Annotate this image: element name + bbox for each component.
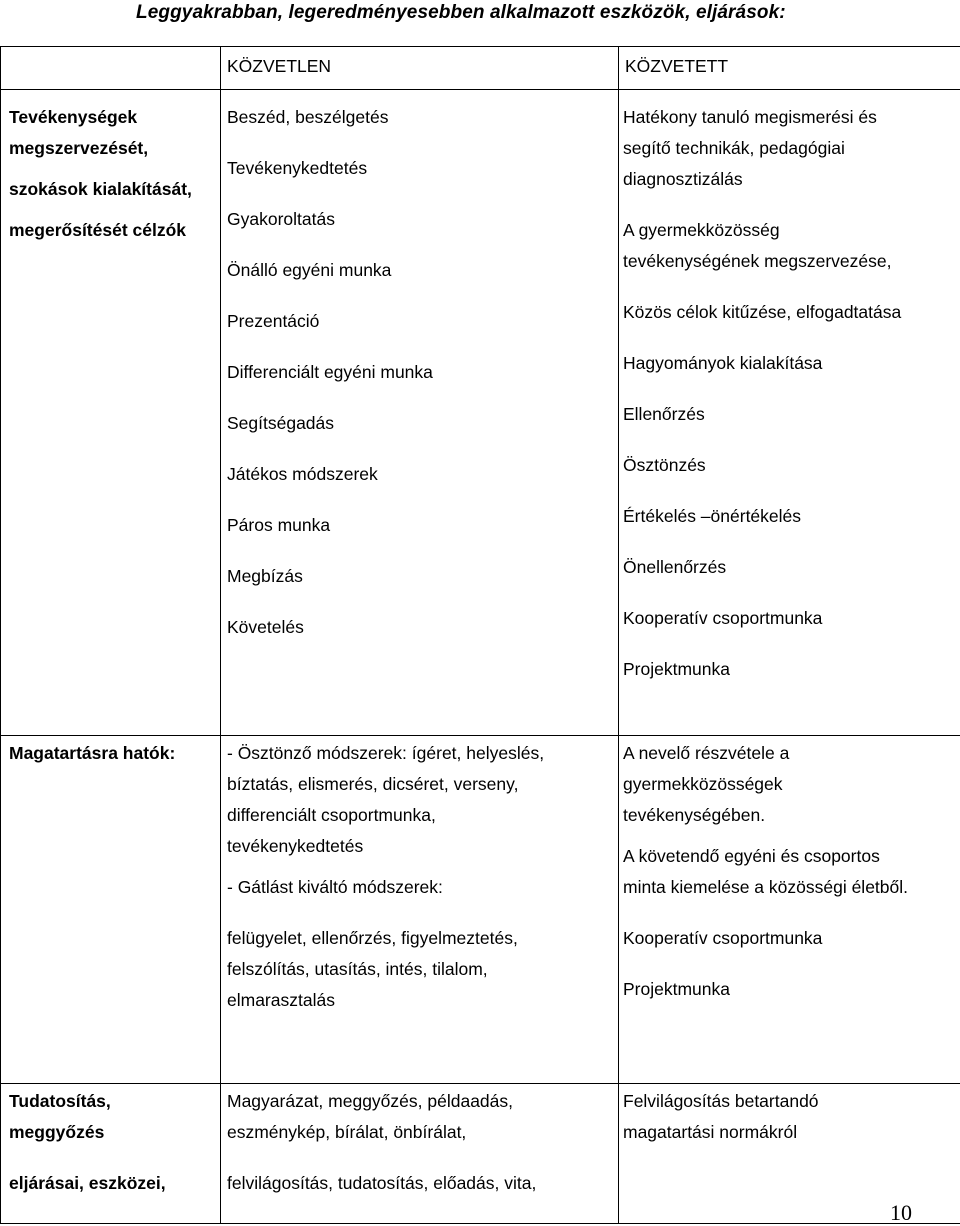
text-line: Értékelés –önértékelés: [623, 501, 960, 532]
text-line: Közös célok kitűzése, elfogadtatása: [623, 297, 960, 328]
text-line: Önálló egyéni munka: [227, 245, 618, 296]
direct-methods-activities: [221, 90, 619, 736]
text-line: gyermekközösségek: [623, 769, 960, 800]
text-line: tevékenységének megszervezése,: [623, 246, 960, 277]
text-line: A nevelő részvétele a: [623, 738, 960, 769]
text-line: Önellenőrzés: [623, 552, 960, 583]
document-heading: Leggyakrabban, legeredményesebben alkalmazott eszközök, eljárások:: [136, 2, 786, 24]
text-line: - Gátlást kiváltó módszerek:: [227, 872, 618, 903]
direct-methods-behavior: [221, 736, 619, 1084]
text-line: Kooperatív csoportmunka: [623, 923, 960, 954]
text-line: Hagyományok kialakítása: [623, 348, 960, 379]
row-label-activities: [1, 90, 221, 736]
text-line: Ellenőrzés: [623, 399, 960, 430]
text-line: megszervezését,: [9, 133, 220, 164]
text-line: - Ösztönző módszerek: ígéret, helyeslés,: [227, 738, 618, 769]
text-line: tevékenységében.: [623, 800, 960, 831]
page-number: 10: [890, 1200, 912, 1226]
text-line: Projektmunka: [623, 974, 960, 1005]
header-direct: KÖZVETLEN: [221, 47, 619, 90]
header-indirect: KÖZVETETT: [619, 47, 960, 90]
indirect-methods-behavior: [619, 736, 960, 1084]
row-label-behavior: [1, 736, 221, 1084]
text-line: Tevékenységek: [9, 102, 220, 133]
table-row-behavior: [1, 736, 960, 1084]
text-line: eszménykép, bírálat, önbírálat,: [227, 1117, 618, 1148]
direct-methods-awareness: [221, 1084, 619, 1224]
text-line: A követendő egyéni és csoportos: [623, 841, 960, 872]
text-line: Felvilágosítás betartandó: [623, 1086, 960, 1117]
text-line: Magatartásra hatók:: [9, 738, 220, 769]
text-line: segítő technikák, pedagógiai: [623, 133, 960, 164]
text-line: Beszéd, beszélgetés: [227, 92, 618, 143]
text-line: diagnosztizálás: [623, 164, 960, 195]
row-label-awareness: [1, 1084, 221, 1224]
header-empty-cell: [1, 47, 221, 90]
table-row-awareness: [1, 1084, 960, 1224]
text-line: bíztatás, elismerés, dicséret, verseny,: [227, 769, 618, 800]
text-line: Követelés: [227, 602, 618, 653]
text-line: Tevékenykedtetés: [227, 143, 618, 194]
text-line: tevékenykedtetés: [227, 831, 618, 862]
text-line: Hatékony tanuló megismerési és: [623, 102, 960, 133]
text-line: Megbízás: [227, 551, 618, 602]
text-line: meggyőzés: [9, 1117, 220, 1148]
indirect-methods-activities: [619, 90, 960, 736]
table-row-activities: [1, 90, 960, 736]
text-line: Magyarázat, meggyőzés, példaadás,: [227, 1086, 618, 1117]
text-line: Kooperatív csoportmunka: [623, 603, 960, 634]
text-line: Ösztönzés: [623, 450, 960, 481]
text-line: szokások kialakítását,: [9, 174, 220, 205]
methods-table: [0, 46, 960, 1224]
text-line: felvilágosítás, tudatosítás, előadás, vita,: [227, 1168, 618, 1199]
text-line: Gyakoroltatás: [227, 194, 618, 245]
text-line: Játékos módszerek: [227, 449, 618, 500]
text-line: Tudatosítás,: [9, 1086, 220, 1117]
text-line: minta kiemelése a közösségi életből.: [623, 872, 960, 903]
text-line: Differenciált egyéni munka: [227, 347, 618, 398]
text-line: Segítségadás: [227, 398, 618, 449]
text-line: Páros munka: [227, 500, 618, 551]
text-line: magatartási normákról: [623, 1117, 960, 1148]
text-line: megerősítését célzók: [9, 215, 220, 246]
text-line: felszólítás, utasítás, intés, tilalom,: [227, 954, 618, 985]
text-line: elmarasztalás: [227, 985, 618, 1016]
text-line: Prezentáció: [227, 296, 618, 347]
text-line: felügyelet, ellenőrzés, figyelmeztetés,: [227, 923, 618, 954]
table-header-row: [1, 47, 960, 90]
text-line: differenciált csoportmunka,: [227, 800, 618, 831]
text-line: A gyermekközösség: [623, 215, 960, 246]
text-line: Projektmunka: [623, 654, 960, 685]
text-line: eljárásai, eszközei,: [9, 1168, 220, 1199]
